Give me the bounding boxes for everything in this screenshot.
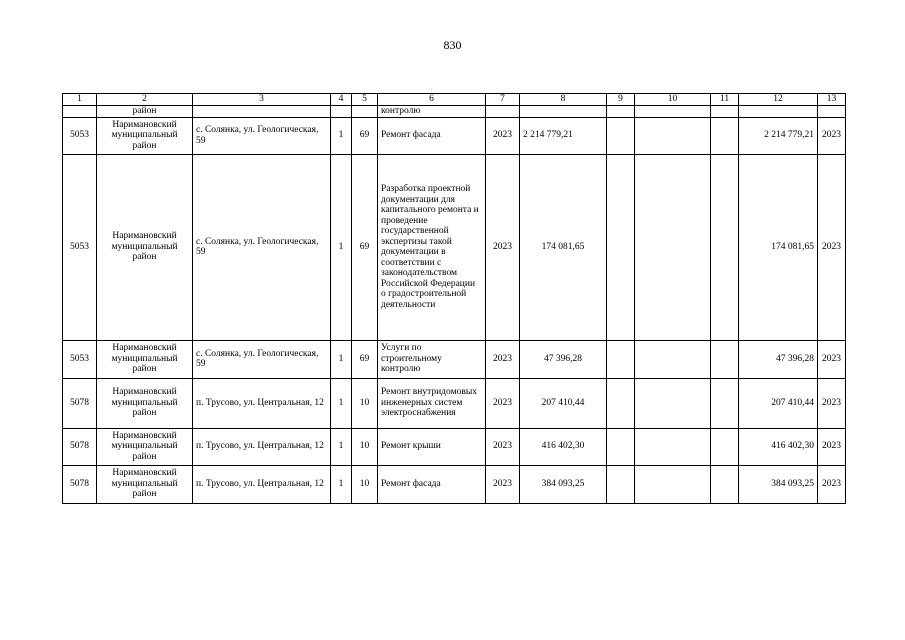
table-row bbox=[63, 378, 846, 428]
empty-cell bbox=[635, 340, 711, 378]
address-cell: с. Солянка, ул. Геологическая, 59 bbox=[193, 340, 331, 378]
empty-cell bbox=[635, 117, 711, 154]
district-cell: Наримановский муниципальный район bbox=[97, 154, 193, 340]
id-cell: 5078 bbox=[63, 465, 97, 503]
column-number: 9 bbox=[607, 94, 635, 106]
total-cell: 416 402,30 bbox=[739, 428, 818, 465]
table-row bbox=[63, 117, 846, 154]
column-number-row bbox=[63, 94, 846, 106]
address-cell: с. Солянка, ул. Геологическая, 59 bbox=[193, 117, 331, 154]
c5-cell: 10 bbox=[352, 378, 378, 428]
capital-repair-table bbox=[62, 93, 846, 504]
district-cell: Наримановский муниципальный район bbox=[97, 117, 193, 154]
year-end-cell: 2023 bbox=[818, 340, 846, 378]
column-number: 6 bbox=[378, 94, 486, 106]
empty-cell bbox=[711, 428, 739, 465]
c5-cell: 69 bbox=[352, 340, 378, 378]
empty-cell bbox=[607, 428, 635, 465]
c5-cell: 69 bbox=[352, 154, 378, 340]
id-cell: 5078 bbox=[63, 428, 97, 465]
year-end-cell: 2023 bbox=[818, 378, 846, 428]
c4-cell: 1 bbox=[331, 465, 352, 503]
work-cell: Ремонт крыши bbox=[378, 428, 486, 465]
empty-cell bbox=[635, 465, 711, 503]
empty-cell bbox=[711, 465, 739, 503]
table-row bbox=[63, 340, 846, 378]
work-cell: Услуги по строительному контролю bbox=[378, 340, 486, 378]
total-cell: 207 410,44 bbox=[739, 378, 818, 428]
district-cell: район bbox=[97, 106, 193, 118]
continuation-row bbox=[63, 106, 846, 118]
year-cell: 2023 bbox=[486, 465, 520, 503]
id-cell: 5053 bbox=[63, 117, 97, 154]
work-cell: Ремонт фасада bbox=[378, 117, 486, 154]
cost-cell: 207 410,44 bbox=[520, 378, 607, 428]
c4-cell: 1 bbox=[331, 117, 352, 154]
cost-cell: 416 402,30 bbox=[520, 428, 607, 465]
cost-cell: 384 093,25 bbox=[520, 465, 607, 503]
work-cell: Ремонт внутридомовых инженерных систем электроснабжения bbox=[378, 378, 486, 428]
empty-cell bbox=[607, 465, 635, 503]
empty-cell bbox=[711, 117, 739, 154]
column-number: 5 bbox=[352, 94, 378, 106]
address-cell: п. Трусово, ул. Центральная, 12 bbox=[193, 465, 331, 503]
cost-cell: 2 214 779,21 bbox=[520, 117, 607, 154]
work-cell: Ремонт фасада bbox=[378, 465, 486, 503]
column-number: 8 bbox=[520, 94, 607, 106]
column-number: 2 bbox=[97, 94, 193, 106]
empty-cell bbox=[711, 340, 739, 378]
empty-cell bbox=[711, 378, 739, 428]
column-number: 11 bbox=[711, 94, 739, 106]
empty-cell bbox=[711, 154, 739, 340]
c5-cell: 10 bbox=[352, 465, 378, 503]
year-cell: 2023 bbox=[486, 117, 520, 154]
year-end-cell: 2023 bbox=[818, 154, 846, 340]
empty-cell bbox=[607, 378, 635, 428]
empty-cell bbox=[635, 428, 711, 465]
district-cell: Наримановский муниципальный район bbox=[97, 378, 193, 428]
year-end-cell: 2023 bbox=[818, 428, 846, 465]
table-row bbox=[63, 154, 846, 340]
empty-cell bbox=[607, 340, 635, 378]
c5-cell: 10 bbox=[352, 428, 378, 465]
column-number: 13 bbox=[818, 94, 846, 106]
work-cell: контролю bbox=[378, 106, 486, 118]
year-end-cell: 2023 bbox=[818, 465, 846, 503]
c4-cell: 1 bbox=[331, 428, 352, 465]
year-cell: 2023 bbox=[486, 378, 520, 428]
column-number: 10 bbox=[635, 94, 711, 106]
total-cell: 384 093,25 bbox=[739, 465, 818, 503]
empty-cell bbox=[607, 154, 635, 340]
year-cell: 2023 bbox=[486, 340, 520, 378]
empty-cell bbox=[635, 378, 711, 428]
year-cell: 2023 bbox=[486, 428, 520, 465]
c5-cell: 69 bbox=[352, 117, 378, 154]
cost-cell: 47 396,28 bbox=[520, 340, 607, 378]
district-cell: Наримановский муниципальный район bbox=[97, 340, 193, 378]
column-number: 7 bbox=[486, 94, 520, 106]
id-cell: 5053 bbox=[63, 340, 97, 378]
id-cell: 5053 bbox=[63, 154, 97, 340]
cost-cell: 174 081,65 bbox=[520, 154, 607, 340]
total-cell: 47 396,28 bbox=[739, 340, 818, 378]
district-cell: Наримановский муниципальный район bbox=[97, 428, 193, 465]
c4-cell: 1 bbox=[331, 154, 352, 340]
table-row bbox=[63, 428, 846, 465]
column-number: 3 bbox=[193, 94, 331, 106]
year-end-cell: 2023 bbox=[818, 117, 846, 154]
id-cell: 5078 bbox=[63, 378, 97, 428]
address-cell: с. Солянка, ул. Геологическая, 59 bbox=[193, 154, 331, 340]
address-cell: п. Трусово, ул. Центральная, 12 bbox=[193, 428, 331, 465]
total-cell: 174 081,65 bbox=[739, 154, 818, 340]
table-row bbox=[63, 465, 846, 503]
empty-cell bbox=[607, 117, 635, 154]
c4-cell: 1 bbox=[331, 340, 352, 378]
empty-cell bbox=[635, 154, 711, 340]
address-cell: п. Трусово, ул. Центральная, 12 bbox=[193, 378, 331, 428]
column-number: 1 bbox=[63, 94, 97, 106]
column-number: 12 bbox=[739, 94, 818, 106]
district-cell: Наримановский муниципальный район bbox=[97, 465, 193, 503]
work-cell: Разработка проектной документации для капитального ремонта и проведение государственной экспертизы такой документации в соответствии с законодательством Российской Федерации о градостроительной деятельности bbox=[378, 154, 486, 340]
year-cell: 2023 bbox=[486, 154, 520, 340]
c4-cell: 1 bbox=[331, 378, 352, 428]
total-cell: 2 214 779,21 bbox=[739, 117, 818, 154]
page-number: 830 bbox=[443, 38, 462, 52]
column-number: 4 bbox=[331, 94, 352, 106]
